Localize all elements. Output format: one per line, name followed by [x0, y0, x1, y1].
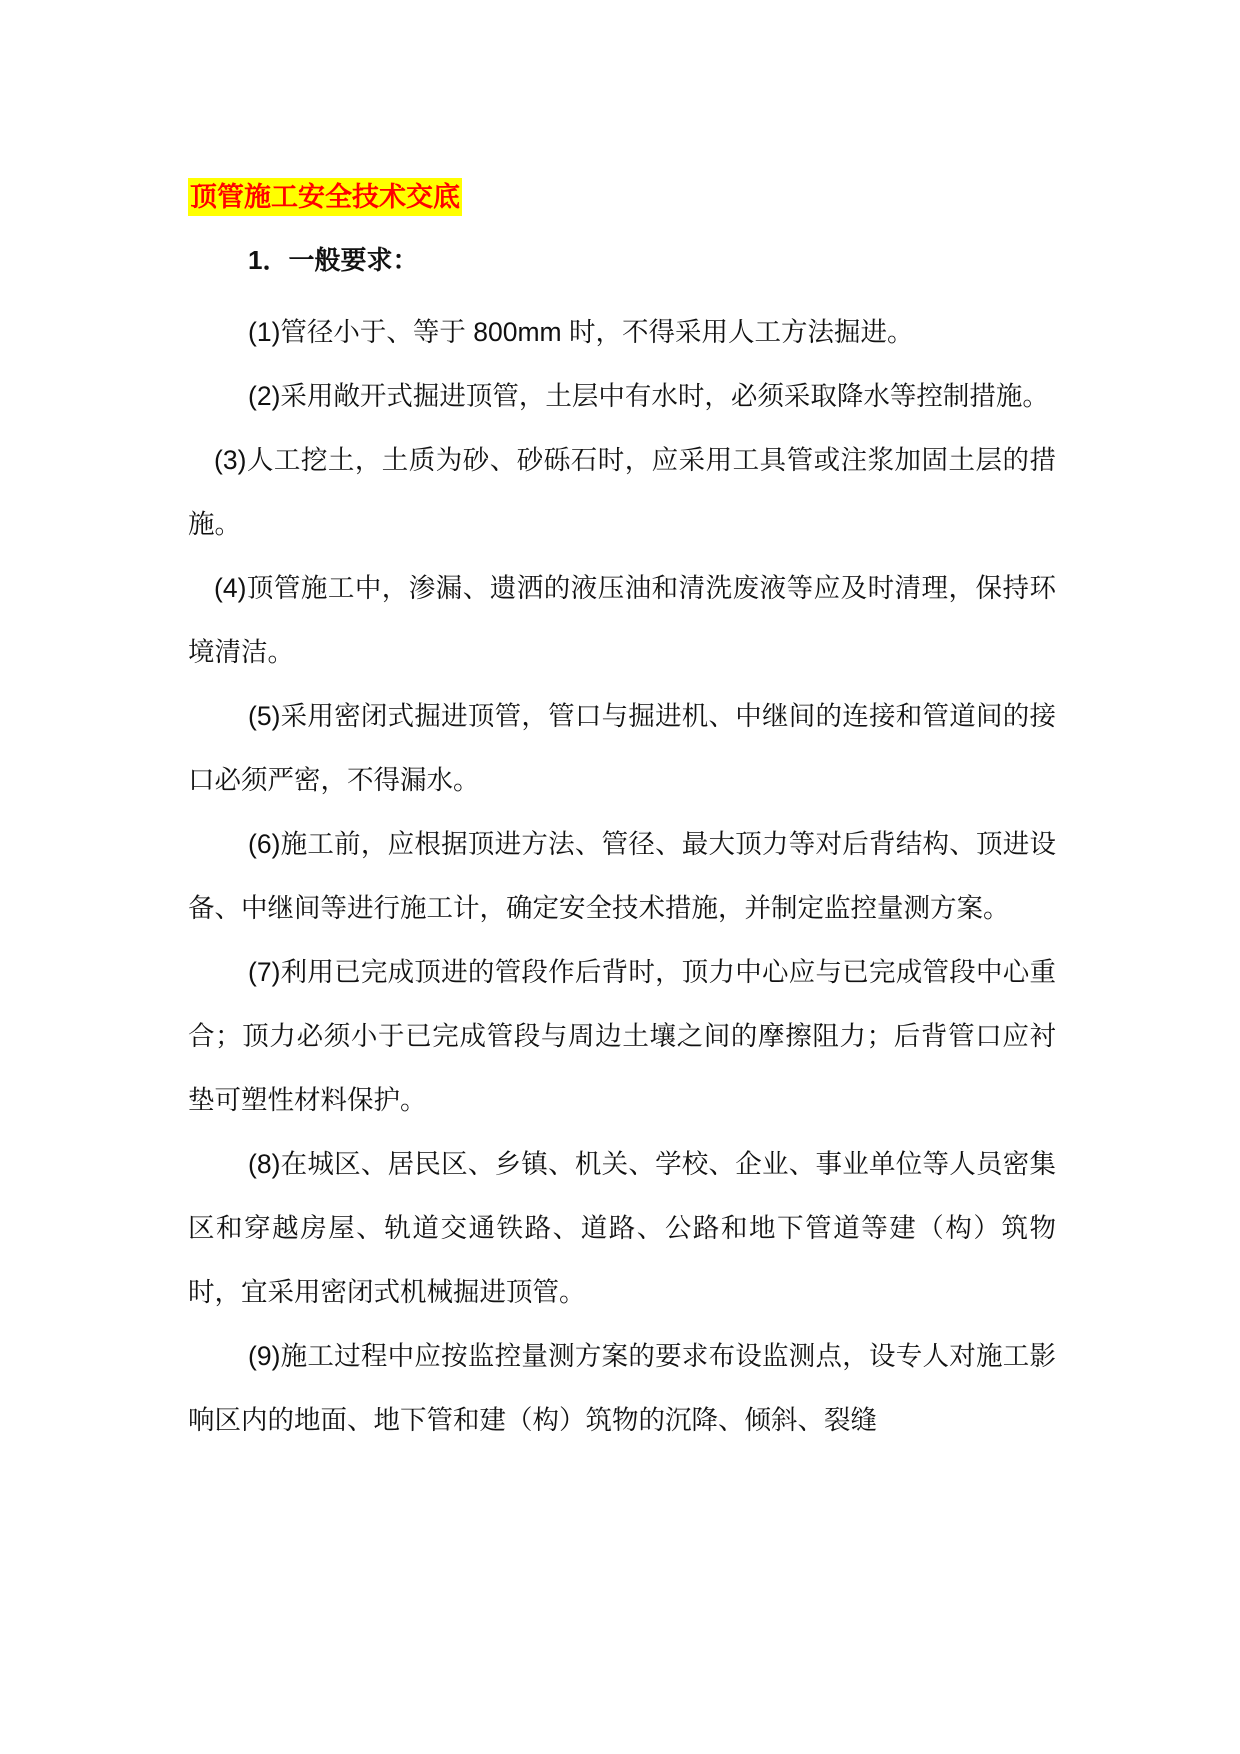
paragraph-6: (6)施工前，应根据顶进方法、管径、最大顶力等对后背结构、顶进设备、中继间等进行施工计，确定安全技术措施，并制定监控量测方案。 — [188, 829, 1056, 923]
paragraph-4: (4)顶管施工中，渗漏、遗洒的液压油和清洗废液等应及时清理，保持环境清洁。 — [188, 573, 1056, 667]
paragraph-8: (8)在城区、居民区、乡镇、机关、学校、企业、事业单位等人员密集区和穿越房屋、轨道交通铁路、道路、公路和地下管道等建（构）筑物时，宜采用密闭式机械掘进顶管。 — [188, 1149, 1056, 1307]
document-body — [188, 178, 1056, 1452]
paragraph-3: (3)人工挖土，土质为砂、砂砾石时，应采用工具管或注浆加固土层的措施。 — [188, 445, 1056, 539]
paragraph-1: (1)管径小于、等于 800mm 时，不得采用人工方法掘进。 — [248, 317, 914, 347]
paragraph-5: (5)采用密闭式掘进顶管，管口与掘进机、中继间的连接和管道间的接口必须严密，不得漏水。 — [188, 701, 1056, 795]
section-heading: 1．一般要求： — [248, 245, 419, 275]
paragraph-2: (2)采用敞开式掘进顶管，土层中有水时，必须采取降水等控制措施。 — [248, 381, 1049, 411]
document-title: 顶管施工安全技术交底 — [188, 178, 462, 216]
paragraph-9: (9)施工过程中应按监控量测方案的要求布设监测点，设专人对施工影响区内的地面、地下管和建（构）筑物的沉降、倾斜、裂缝 — [188, 1341, 1056, 1435]
paragraph-7: (7)利用已完成顶进的管段作后背时，顶力中心应与已完成管段中心重合；顶力必须小于已完成管段与周边土壤之间的摩擦阻力；后背管口应衬垫可塑性材料保护。 — [188, 957, 1056, 1115]
